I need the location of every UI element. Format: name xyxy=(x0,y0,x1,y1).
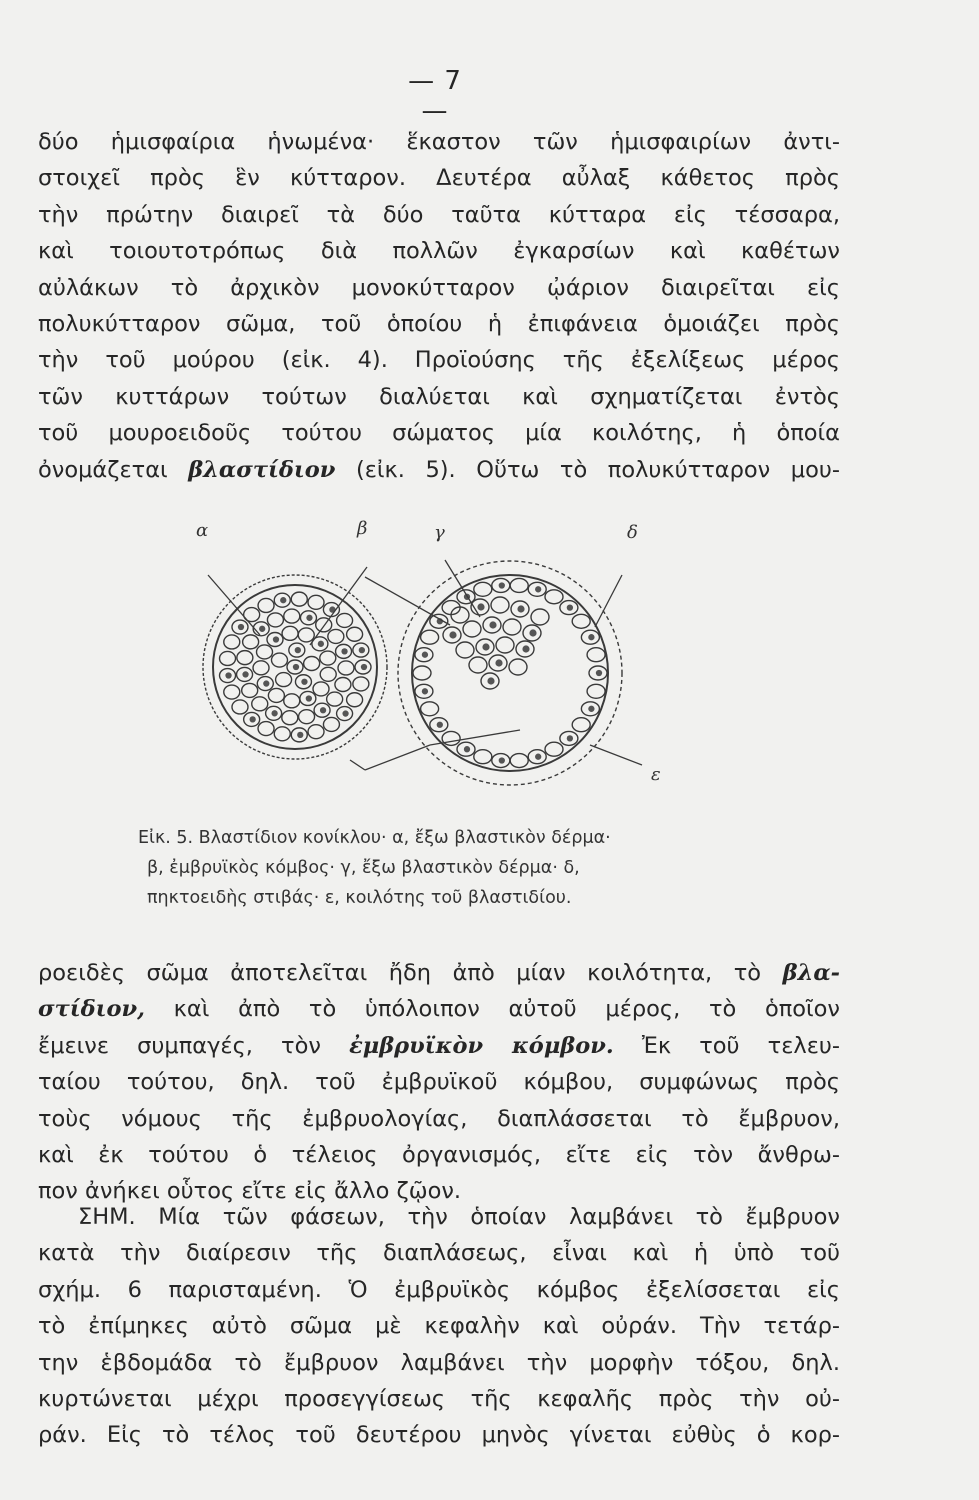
cell xyxy=(421,630,439,644)
cell-nucleus xyxy=(464,746,470,752)
cell xyxy=(267,613,283,627)
paragraph-2 xyxy=(38,955,840,1210)
cell-nucleus xyxy=(273,636,279,642)
cell xyxy=(298,628,314,642)
cell-nucleus xyxy=(342,710,348,716)
text-line xyxy=(38,955,840,991)
cell xyxy=(243,635,259,649)
text-line: ταίου τούτου, δηλ. τοῦ ἐμβρυϊκοῦ κόμβου, συμφώνως πρὸς xyxy=(38,1069,840,1096)
cell-nucleus xyxy=(487,677,494,684)
text-line: στοιχεῖ πρὸς ἓν κύτταρον. Δευτέρα αὖλαξ κάθετος πρὸς xyxy=(38,165,840,192)
cell xyxy=(220,651,236,665)
cell xyxy=(413,666,431,680)
cell-nucleus xyxy=(341,648,347,654)
cell xyxy=(232,700,248,714)
cell-nucleus xyxy=(238,624,244,630)
cell-nucleus xyxy=(293,664,299,670)
cell-nucleus xyxy=(596,670,602,676)
text-line: ΣΗΜ. Μία τῶν φάσεων, τὴν ὁποίαν λαμβάνει τὸ ἔμβρυον xyxy=(78,1204,840,1230)
cell-nucleus xyxy=(422,652,428,658)
cell-nucleus xyxy=(295,647,301,653)
cell xyxy=(320,667,336,681)
blastocyst-illustration xyxy=(190,555,660,800)
text-line: τὴν τοῦ μούρου (εἰκ. 4). Προϊούσης τῆς ἐξελίξεως μέρος xyxy=(38,347,840,374)
cell xyxy=(328,629,344,643)
caption-line: β, ἐμβρυϊκὸς κόμβος· γ, ἔξω βλαστικὸν δέρμα· δ, xyxy=(147,858,580,878)
text-line: πον ἀνήκει οὗτος εἴτε εἰς ἄλλο ζῷον. xyxy=(38,1178,462,1205)
cell xyxy=(242,683,258,697)
text-line: ράν. Εἰς τὸ τέλος τοῦ δευτέρου μηνὸς γίνεται εὐθὺς ὁ κορ- xyxy=(38,1422,840,1449)
text-line: τὴν πρώτην διαιρεῖ τὰ δύο ταῦτα κύτταρα εἰς τέσσαρα, xyxy=(38,201,840,228)
cell xyxy=(347,627,363,641)
cell xyxy=(313,682,329,696)
page-number: — 7 — xyxy=(408,66,462,126)
cell xyxy=(284,609,300,623)
cell xyxy=(274,727,290,741)
text-line: τοῦ μουροειδοῦς τούτου σώματος μία κοιλότης, ἡ ὁποία xyxy=(38,420,840,447)
cell-nucleus xyxy=(422,688,428,694)
cell xyxy=(224,635,240,649)
cell xyxy=(469,657,487,673)
cell xyxy=(320,651,336,665)
text-segment: (εἰκ. 5). Οὕτω τὸ πολυκύτταρον μου- xyxy=(355,456,841,483)
cell-nucleus xyxy=(320,707,326,713)
bold-term: στίδιον, xyxy=(38,996,145,1023)
cell-nucleus xyxy=(499,582,505,588)
cell-nucleus xyxy=(588,706,594,712)
cell xyxy=(323,717,339,731)
cell-nucleus xyxy=(567,735,573,741)
right-blastocyst xyxy=(398,561,622,785)
cell xyxy=(299,710,315,724)
text-line xyxy=(38,452,840,488)
cell xyxy=(282,711,298,725)
cell-nucleus xyxy=(522,645,529,652)
cell xyxy=(531,609,549,625)
text-line: κυρτώνεται μέχρι προσεγγίσεως τῆς κεφαλῆς πρὸς τὴν οὐ- xyxy=(38,1386,840,1413)
cell xyxy=(491,597,509,613)
cell xyxy=(510,578,528,592)
cell-nucleus xyxy=(306,615,312,621)
caption-line: πηκτοειδὴς στιβάς· ε, κοιλότης τοῦ βλαστιδίου. xyxy=(147,888,572,908)
cell xyxy=(545,590,563,604)
cell-nucleus xyxy=(535,586,541,592)
text-segment: Ἐκ τοῦ τελευ- xyxy=(641,1032,841,1059)
cell xyxy=(224,685,240,699)
text-segment: ὀνομάζεται xyxy=(38,456,168,483)
cell-nucleus xyxy=(301,679,307,685)
cell-nucleus xyxy=(259,626,265,632)
cell-nucleus xyxy=(318,641,324,647)
cell xyxy=(316,618,332,632)
paragraph-3 xyxy=(38,1199,840,1454)
figure-label-d: δ xyxy=(627,522,638,543)
cell xyxy=(335,677,351,691)
figure-caption xyxy=(138,823,778,913)
cell-nucleus xyxy=(517,605,524,612)
cell xyxy=(258,598,274,612)
cell-nucleus xyxy=(225,672,231,678)
cell xyxy=(510,754,528,768)
cell-nucleus xyxy=(280,597,286,603)
cell-nucleus xyxy=(495,659,502,666)
figure-label-g: γ xyxy=(434,522,445,543)
cell xyxy=(463,621,481,637)
cell-nucleus xyxy=(489,621,496,628)
text-line xyxy=(38,991,840,1027)
cell-nucleus xyxy=(359,647,365,653)
cell xyxy=(509,659,527,675)
cell xyxy=(442,731,460,745)
cell xyxy=(572,614,590,628)
bold-term: βλαστίδιον xyxy=(188,456,336,483)
cell xyxy=(545,742,563,756)
cell-nucleus xyxy=(449,631,456,638)
cell-nucleus xyxy=(271,710,277,716)
bold-term: βλα- xyxy=(782,960,840,986)
cell-nucleus xyxy=(529,629,536,636)
text-line: αὐλάκων τὸ ἀρχικὸν μονοκύτταρον ᾠάριον διαιρεῖται εἰς xyxy=(38,274,840,301)
cell-nucleus xyxy=(361,664,367,670)
cell xyxy=(587,648,605,662)
cell xyxy=(308,725,324,739)
text-line xyxy=(38,1028,840,1064)
cell xyxy=(587,684,605,698)
text-line: καὶ ἐκ τούτου ὁ τέλειος ὀργανισμός, εἴτε εἰς τὸν ἄνθρω- xyxy=(38,1142,840,1169)
cell xyxy=(572,718,590,732)
cell-nucleus xyxy=(567,604,573,610)
cell xyxy=(258,722,274,736)
text-line: τὸ ἐπίμηκες αὐτὸ σῶμα μὲ κεφαλὴν καὶ οὐράν. Τὴν τετάρ- xyxy=(38,1313,840,1340)
cell-nucleus xyxy=(499,757,505,763)
cell-nucleus xyxy=(482,643,489,650)
paragraph-1 xyxy=(38,124,840,488)
cell xyxy=(291,592,307,606)
cell xyxy=(496,637,514,653)
figure-label-a: α xyxy=(196,520,209,541)
text-segment: ἔμεινε συμπαγές, τὸν xyxy=(38,1032,321,1059)
cell xyxy=(474,750,492,764)
bold-term: ἐμβρυϊκὸν κόμβον. xyxy=(349,1032,614,1059)
cell-nucleus xyxy=(242,671,248,677)
cell xyxy=(271,653,287,667)
text-line: δύο ἡμισφαίρια ἡνωμένα· ἕκαστον τῶν ἡμισφαιρίων ἀντι- xyxy=(38,129,840,155)
caption-line: Εἰκ. 5. Βλαστίδιον κονίκλου· α, ἔξω βλαστικὸν δέρμα· xyxy=(138,828,611,848)
cell xyxy=(327,692,343,706)
cell-nucleus xyxy=(306,695,312,701)
cell xyxy=(347,693,363,707)
cell xyxy=(284,694,300,708)
cell xyxy=(276,673,292,687)
cell-nucleus xyxy=(250,716,256,722)
cell xyxy=(237,651,253,665)
figure-label-e: ε xyxy=(651,764,661,785)
text-line: σχήμ. 6 παρισταμένη. Ὁ ἐμβρυϊκὸς κόμβος ἐξελίσσεται εἰς xyxy=(38,1276,840,1303)
cell-nucleus xyxy=(437,722,443,728)
text-segment: καὶ ἀπὸ τὸ ὑπόλοιπον αὐτοῦ μέρος, τὸ ὁποῖον xyxy=(173,996,840,1023)
text-line: πολυκύτταρον σῶμα, τοῦ ὁποίου ἡ ἐπιφάνεια ὁμοιάζει πρὸς xyxy=(38,311,840,338)
cell xyxy=(252,697,268,711)
cell xyxy=(337,613,353,627)
cell-nucleus xyxy=(535,754,541,760)
cell-nucleus xyxy=(297,732,303,738)
cell-nucleus xyxy=(263,680,269,686)
text-line: τῶν κυττάρων τούτων διαλύεται καὶ σχηματίζεται ἐντὸς xyxy=(38,383,840,410)
text-line: καὶ τοιουτοτρόπως διὰ πολλῶν ἐγκαρσίων καὶ καθέτων xyxy=(38,238,840,265)
cell xyxy=(456,642,474,658)
text-line: τοὺς νόμους τῆς ἐμβρυολογίας, διαπλάσσεται τὸ ἔμβρυον, xyxy=(38,1105,840,1132)
cell xyxy=(282,626,298,640)
cell xyxy=(257,645,273,659)
text-line: την ἑβδομάδα τὸ ἔμβρυον λαμβάνει τὴν μορφὴν τόξου, δηλ. xyxy=(38,1349,840,1376)
cell xyxy=(353,677,369,691)
left-blastula xyxy=(203,575,387,759)
figure-label-b: β xyxy=(357,518,368,539)
cell-nucleus xyxy=(477,603,484,610)
cell xyxy=(268,688,284,702)
cell xyxy=(474,582,492,596)
text-line: κατὰ τὴν διαίρεσιν τῆς διαπλάσεως, εἶναι καὶ ἡ ὑπὸ τοῦ xyxy=(38,1240,840,1267)
cell xyxy=(253,661,269,675)
text-segment: ροειδὲς σῶμα ἀποτελεῖται ἤδη ἀπὸ μίαν κοιλότητα, τὸ xyxy=(38,960,762,986)
cell xyxy=(304,657,320,671)
cell xyxy=(308,595,324,609)
cell xyxy=(503,619,521,635)
right-cell-cluster xyxy=(413,578,607,767)
cell xyxy=(421,702,439,716)
cell xyxy=(338,661,354,675)
cell-nucleus xyxy=(588,634,594,640)
